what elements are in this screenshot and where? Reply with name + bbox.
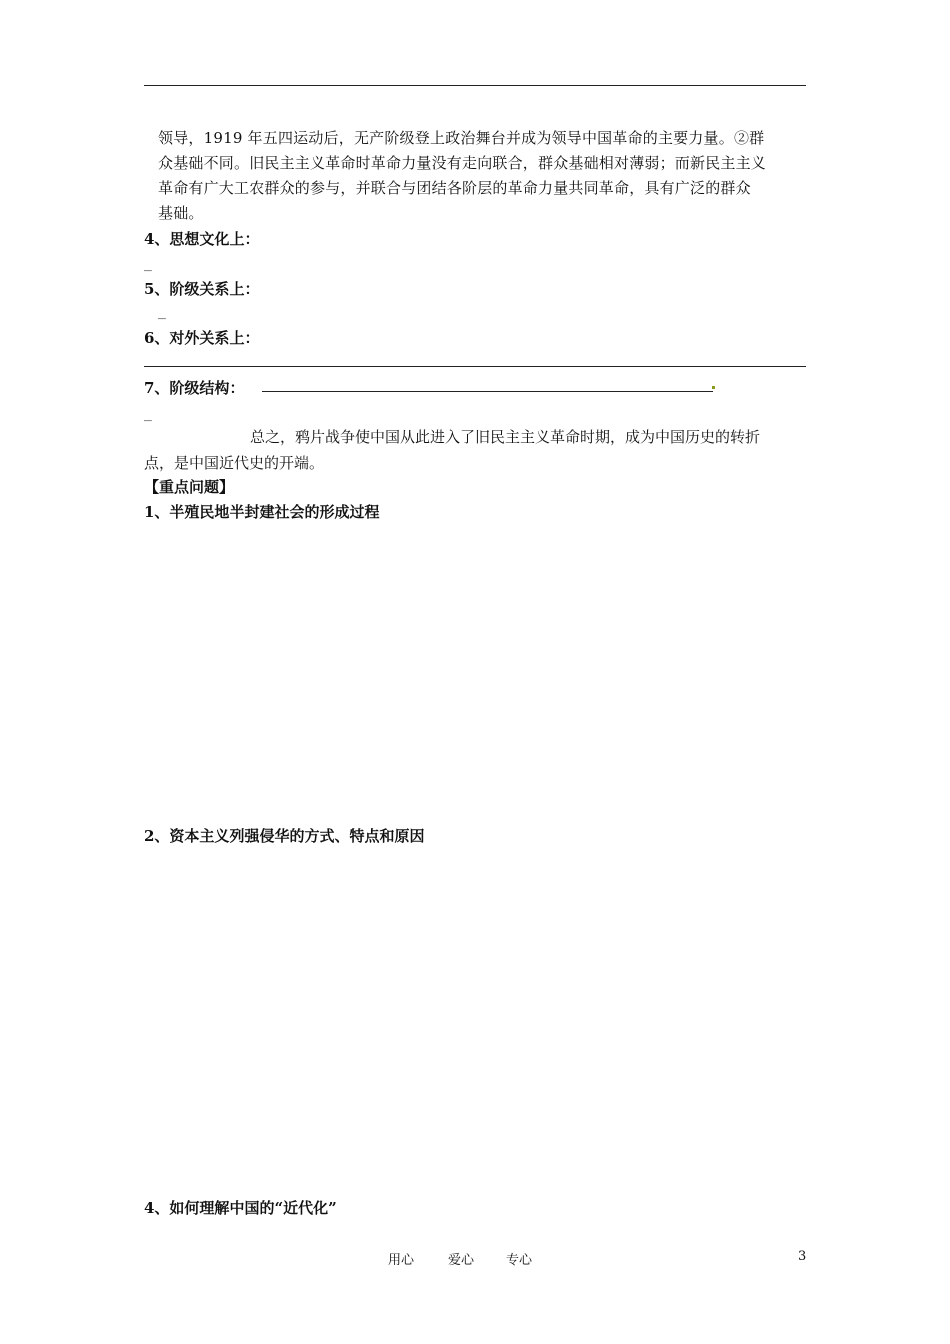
question-1: 1、半殖民地半封建社会的形成过程: [144, 503, 380, 521]
question-2: 2、资本主义列强侵华的方式、特点和原因: [144, 827, 425, 845]
heading-class-relations: 5、阶级关系上：: [144, 280, 260, 298]
blank-dash: _: [158, 305, 166, 320]
section-key-questions: 【重点问题】: [144, 478, 235, 496]
footer-motto-3: 专心: [506, 1253, 533, 1268]
question-4: 4、如何理解中国的“近代化”: [144, 1199, 337, 1217]
summary-line: 总之，鸦片战争使中国从此进入了旧民主主义革命时期，成为中国历史的转折: [250, 428, 761, 446]
heading-class-structure: 7、阶级结构：: [144, 379, 245, 397]
blank-dash: _: [144, 257, 152, 272]
heading-ideology-culture: 4、思想文化上：: [144, 230, 260, 248]
paragraph-line: 革命有广大工农群众的参与，并联合与团结各阶层的革命力量共同革命，具有广泛的群众: [158, 179, 751, 197]
page-number: 3: [798, 1249, 807, 1264]
footer-motto-2: 爱心: [448, 1253, 475, 1268]
blank-dash: _: [144, 407, 152, 422]
fill-in-blank-line: [262, 391, 713, 392]
paragraph-line: 众基础不同。旧民主主义革命时革命力量没有走向联合，群众基础相对薄弱；而新民主主义: [158, 154, 767, 172]
footer-motto-1: 用心: [388, 1253, 415, 1268]
summary-paragraph: [144, 424, 812, 476]
body-paragraph: [158, 126, 810, 226]
summary-line: 点，是中国近代史的开端。: [144, 454, 325, 472]
answer-line: [144, 366, 806, 367]
heading-foreign-relations: 6、对外关系上：: [144, 329, 260, 347]
paragraph-line: 领导，1919 年五四运动后，无产阶级登上政治舞台并成为领导中国革命的主要力量。②群: [158, 129, 765, 147]
paragraph-line: 基础。: [158, 204, 204, 222]
accent-dot: [712, 386, 715, 389]
header-rule: [144, 85, 806, 86]
